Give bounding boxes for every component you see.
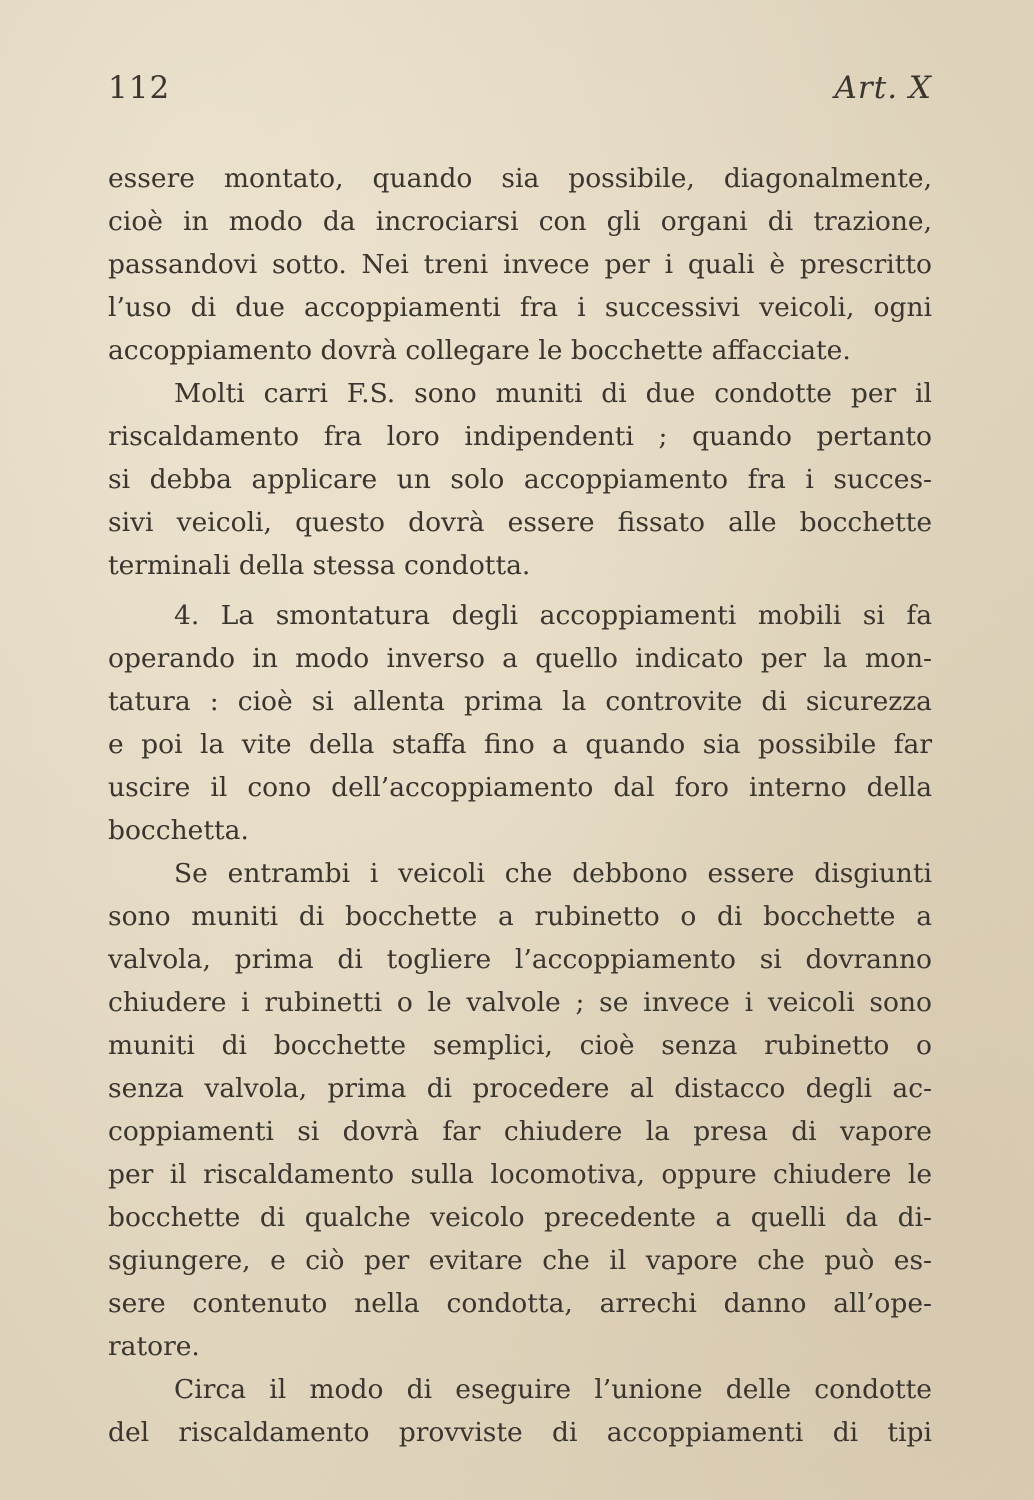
running-head bbox=[108, 70, 932, 120]
text-line: coppiamenti si dovrà far chiudere la presa di vapore bbox=[108, 1116, 932, 1147]
text-line: riscaldamento fra loro indipendenti ; quando pertanto bbox=[108, 421, 932, 452]
text-line: l’uso di due accoppiamenti fra i successivi veicoli, ogni bbox=[108, 292, 932, 323]
text-line: Se entrambi i veicoli che debbono essere disgiunti bbox=[174, 858, 932, 889]
text-line: cioè in modo da incrociarsi con gli organi di trazione, bbox=[108, 206, 932, 237]
text-line: tatura : cioè si allenta prima la controvite di sicurezza bbox=[108, 686, 932, 717]
text-line: del riscaldamento provviste di accoppiamenti di tipi bbox=[108, 1417, 932, 1448]
text-line: 4. La smontatura degli accoppiamenti mobili si fa bbox=[174, 600, 932, 631]
text-line: Circa il modo di eseguire l’unione delle condotte bbox=[174, 1374, 932, 1405]
text-line: accoppiamento dovrà collegare le bocchette affacciate. bbox=[108, 335, 851, 366]
text-line: terminali della stessa condotta. bbox=[108, 550, 531, 581]
text-line: muniti di bocchette semplici, cioè senza rubinetto o bbox=[108, 1030, 932, 1061]
paragraph bbox=[108, 1368, 932, 1454]
text-line: chiudere i rubinetti o le valvole ; se invece i veicoli sono bbox=[108, 987, 932, 1018]
paragraph bbox=[108, 157, 932, 372]
paragraph bbox=[108, 852, 932, 1368]
text-line: bocchetta. bbox=[108, 815, 249, 846]
text-line: bocchette di qualche veicolo precedente a quelli da di- bbox=[108, 1202, 932, 1233]
text-line: sere contenuto nella condotta, arrechi danno all’ope- bbox=[108, 1288, 932, 1319]
paragraph bbox=[108, 372, 932, 587]
paragraph bbox=[108, 594, 932, 852]
text-line: valvola, prima di togliere l’accoppiamento si dovranno bbox=[108, 944, 932, 975]
text-line: uscire il cono dell’accoppiamento dal foro interno della bbox=[108, 772, 932, 803]
body-text bbox=[108, 157, 932, 1454]
text-line: sono muniti di bocchette a rubinetto o di bocchette a bbox=[108, 901, 932, 932]
page-number: 112 bbox=[108, 70, 171, 106]
text-line: essere montato, quando sia possibile, diagonalmente, bbox=[108, 163, 932, 194]
text-line: ratore. bbox=[108, 1331, 200, 1362]
text-line: per il riscaldamento sulla locomotiva, oppure chiudere le bbox=[108, 1159, 932, 1190]
text-line: si debba applicare un solo accoppiamento fra i succes- bbox=[108, 464, 932, 495]
section-label: Art. X bbox=[834, 70, 932, 106]
text-line: Molti carri F.S. sono muniti di due condotte per il bbox=[174, 378, 932, 409]
text-line: sivi veicoli, questo dovrà essere fissato alle bocchette bbox=[108, 507, 932, 538]
text-line: senza valvola, prima di procedere al distacco degli ac- bbox=[108, 1073, 932, 1104]
text-line: operando in modo inverso a quello indicato per la mon- bbox=[108, 643, 932, 674]
text-line: sgiungere, e ciò per evitare che il vapore che può es- bbox=[108, 1245, 932, 1276]
text-line: passandovi sotto. Nei treni invece per i quali è prescritto bbox=[108, 249, 932, 280]
text-line: e poi la vite della staffa fino a quando sia possibile far bbox=[108, 729, 932, 760]
